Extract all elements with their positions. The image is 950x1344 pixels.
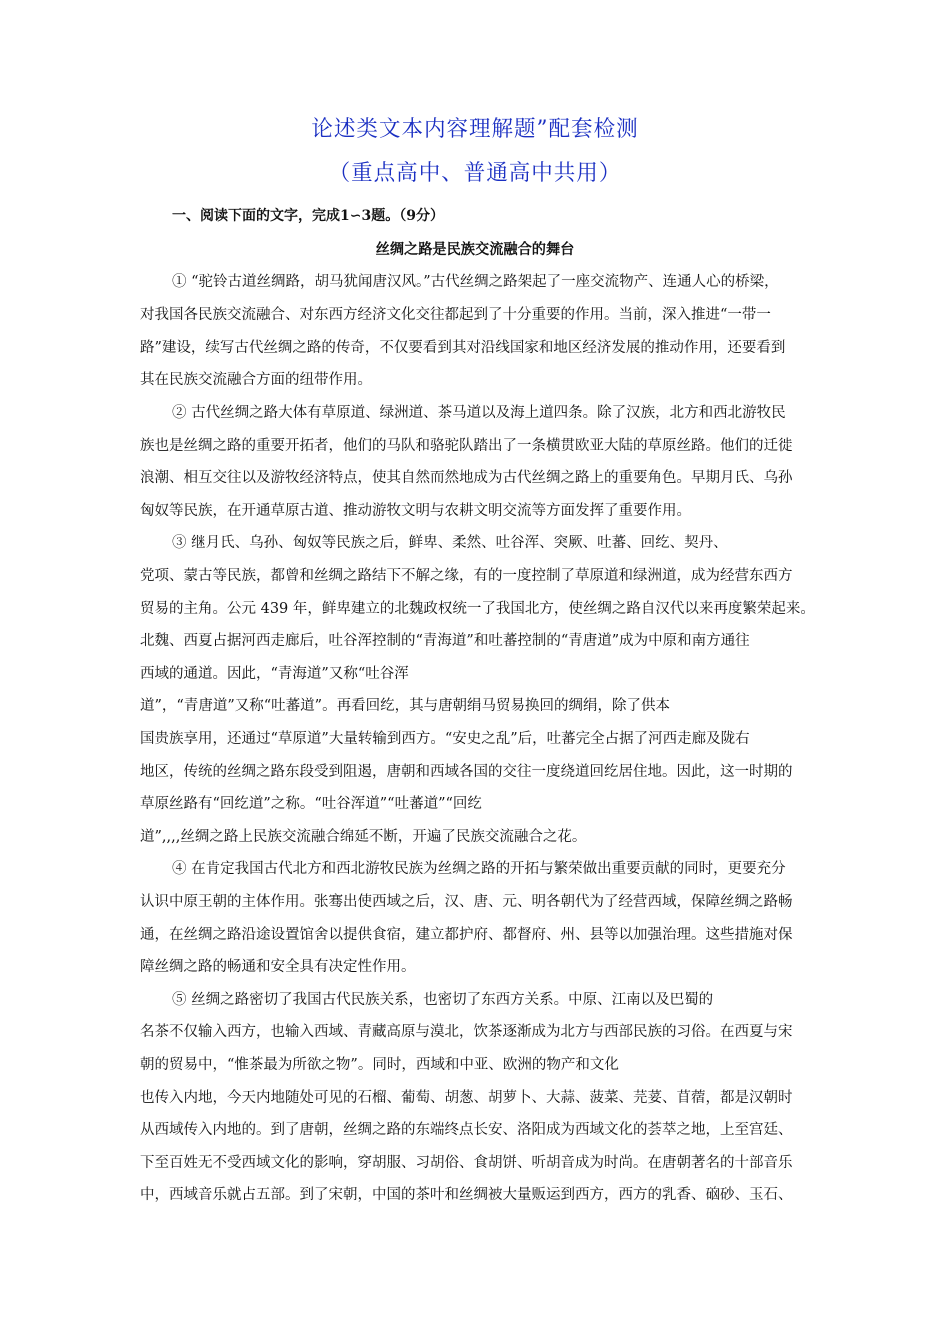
text-line: ④ 在肯定我国古代北方和西北游牧民族为丝绸之路的开拓与繁荣做出重要贡献的同时，更要充分	[172, 861, 786, 877]
text-line: 对我国各民族交流融合、对东西方经济文化交往都起到了十分重要的作用。当前，深入推进“一带一	[140, 307, 771, 323]
text-line: 通，在丝绸之路沿途设置馆舍以提供食宿，建立都护府、都督府、州、县等以加强治理。这些措施对保	[140, 927, 793, 943]
text-line: 地区，传统的丝绸之路东段受到阻遏，唐朝和西域各国的交往一度绕道回纥居住地。因此，这一时期的	[140, 764, 793, 780]
text-line: 也传入内地，今天内地随处可见的石榴、葡萄、胡葱、胡萝卜、大蒜、菠菜、芫荽、苜蓿，都是汉朝时	[140, 1090, 793, 1106]
text-line: 从西域传入内地的。到了唐朝，丝绸之路的东端终点长安、洛阳成为西域文化的荟萃之地，上至宫廷、	[140, 1122, 793, 1138]
text-line: 国贵族享用，还通过“草原道”大量转输到西方。“安史之乱”后，吐蕃完全占据了河西走廊及陇右	[140, 731, 750, 747]
text-line: 下至百姓无不受西域文化的影响，穿胡服、习胡俗、食胡饼、听胡音成为时尚。在唐朝著名的十部音乐	[140, 1155, 793, 1171]
text-line: 浪潮、相互交往以及游牧经济特点，使其自然而然地成为古代丝绸之路上的重要角色。早期月氏、乌孙	[140, 470, 793, 486]
text-line: 路”建设，续写古代丝绸之路的传奇，不仅要看到其对沿线国家和地区经济发展的推动作用，还要看到	[140, 340, 786, 356]
text-line: 认识中原王朝的主体作用。张骞出使西域之后，汉、唐、元、明各朝代为了经营西域，保障丝绸之路畅	[140, 894, 793, 910]
text-line: 中，西域音乐就占五部。到了宋朝，中国的茶叶和丝绸被大量贩运到西方，西方的乳香、硇砂、玉石、	[140, 1187, 793, 1203]
text-line: 其在民族交流融合方面的纽带作用。	[140, 372, 372, 388]
text-line: ② 古代丝绸之路大体有草原道、绿洲道、茶马道以及海上道四条。除了汉族，北方和西北游牧民	[172, 405, 786, 421]
text-line: 匈奴等民族，在开通草原古道、推动游牧文明与农耕文明交流等方面发挥了重要作用。	[140, 503, 691, 519]
text-line: ① “驼铃古道丝绸路，胡马犹闻唐汉风。”古代丝绸之路架起了一座交流物产、连通人心的桥梁，	[172, 274, 779, 290]
text-line: 道”,,,,丝绸之路上民族交流融合绵延不断，开遍了民族交流融合之花。	[140, 829, 587, 845]
article-title: 丝绸之路是民族交流融合的舞台	[375, 241, 575, 258]
text-line: 贸易的主角。公元 439 年，鲜卑建立的北魏政权统一了我国北方，使丝绸之路自汉代以来再度繁荣起来。	[140, 601, 815, 617]
text-line: 道”，“青唐道”又称“吐蕃道”。再看回纥，其与唐朝绢马贸易换回的绸绢，除了供本	[140, 698, 671, 714]
text-line: 西域的通道。因此，“青海道”又称“吐谷浑	[140, 666, 409, 682]
text-line: 障丝绸之路的畅通和安全具有决定性作用。	[140, 959, 416, 975]
text-line: 名茶不仅输入西方，也输入西域、青藏高原与漠北，饮茶逐渐成为北方与西部民族的习俗。在西夏与宋	[140, 1024, 793, 1040]
text-line: ③ 继月氏、乌孙、匈奴等民族之后，鲜卑、柔然、吐谷浑、突厥、吐蕃、回纥、契丹、	[172, 535, 728, 551]
text-line: 党项、蒙古等民族，都曾和丝绸之路结下不解之缘，有的一度控制了草原道和绿洲道，成为经营东西方	[140, 568, 793, 584]
question-heading: 一、阅读下面的文字，完成1∽3题。（9分）	[172, 208, 444, 224]
text-line: 族也是丝绸之路的重要开拓者，他们的马队和骆驼队踏出了一条横贯欧亚大陆的草原丝路。他们的迁徙	[140, 438, 793, 454]
text-line: 草原丝路有“回纥道”之称。“吐谷浑道”“吐蕃道”“回纥	[140, 796, 482, 812]
document-title: 论述类文本内容理解题”配套检测	[311, 117, 639, 142]
document-subtitle: （重点高中、普通高中共用）	[328, 161, 622, 186]
text-line: 北魏、西夏占据河西走廊后，吐谷浑控制的“青海道”和吐蕃控制的“青唐道”成为中原和南方通往	[140, 633, 750, 649]
text-line: ⑤ 丝绸之路密切了我国古代民族关系，也密切了东西方关系。中原、江南以及巴蜀的	[172, 992, 714, 1008]
text-line: 朝的贸易中，“惟茶最为所欲之物”。同时，西域和中亚、欧洲的物产和文化	[140, 1057, 619, 1073]
